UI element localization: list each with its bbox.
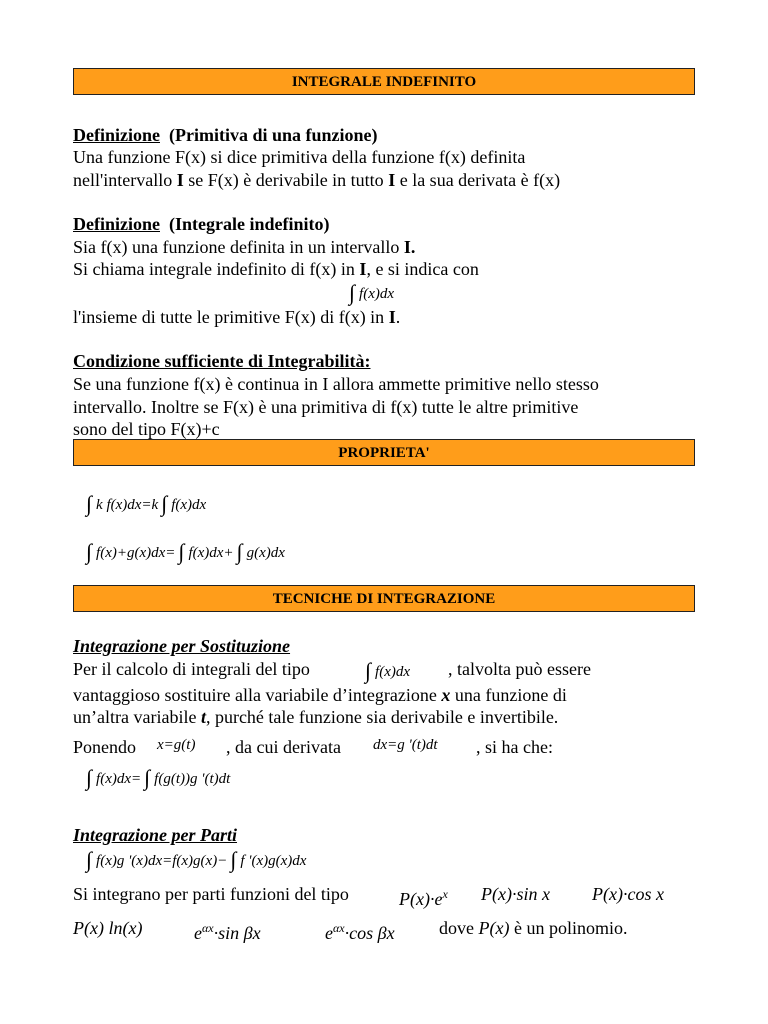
def2-line3a: l'insieme di tutte le primitive F(x) di f(x) in bbox=[73, 307, 389, 327]
prop-f1a: k f(x)dx=k bbox=[96, 497, 159, 513]
def2-line3c: . bbox=[395, 307, 401, 327]
sost-xeq: x=g(t) bbox=[157, 737, 196, 753]
sost-line3 bbox=[73, 706, 558, 728]
def2-line1a: Sia f(x) una funzione definita in un intervallo bbox=[73, 237, 404, 257]
banner-integrale-indefinito: INTEGRALE INDEFINITO bbox=[73, 68, 695, 95]
parti-formula bbox=[86, 845, 306, 871]
def1-line2e: e la sua derivata è f(x) bbox=[395, 170, 561, 190]
sost-cuideriva: , da cui derivata bbox=[226, 737, 341, 757]
parti-e6a: e bbox=[325, 923, 333, 943]
sost-line2x: x bbox=[441, 685, 451, 705]
sost-formula bbox=[86, 763, 230, 789]
sost-line1a: Per il calcolo di integrali del tipo bbox=[73, 659, 310, 679]
prop-formula-2 bbox=[86, 537, 285, 563]
parti-dove bbox=[439, 917, 627, 939]
def1-line2a: nell'intervallo bbox=[73, 170, 177, 190]
cond-title bbox=[73, 350, 371, 372]
integral-icon: ∫ bbox=[86, 539, 93, 564]
parti-e5 bbox=[194, 917, 261, 944]
sost-dxeq: dx=g '(t)dt bbox=[373, 737, 438, 753]
parti-e5a: e bbox=[194, 923, 202, 943]
sost-line1f: f(x)dx bbox=[375, 664, 411, 680]
prop-f2a: f(x)+g(x)dx= bbox=[96, 545, 176, 561]
def2-line2c: , e si indica con bbox=[366, 259, 479, 279]
cond-line3: sono del tipo F(x)+c bbox=[73, 419, 220, 439]
prop-f1b: f(x)dx bbox=[171, 497, 207, 513]
def1-title: Definizione bbox=[73, 125, 160, 145]
def1-line2c: se F(x) è derivabile in tutto bbox=[183, 170, 389, 190]
sost-f1a: f(x)dx= bbox=[96, 771, 142, 787]
parti-e5s: αx bbox=[202, 921, 214, 935]
parti-e3: P(x)·cos x bbox=[592, 884, 664, 904]
prop-formula-1 bbox=[86, 489, 206, 515]
parti-fb: f '(x)g(x)dx bbox=[240, 853, 307, 869]
banner-tecniche: TECNICHE DI INTEGRAZIONE bbox=[73, 585, 695, 612]
def2-title: Definizione bbox=[73, 214, 160, 234]
parti-line1: Si integrano per parti funzioni del tipo bbox=[73, 884, 349, 904]
parti-e6s: αx bbox=[333, 921, 345, 935]
banner-proprieta: PROPRIETA' bbox=[73, 439, 695, 466]
sost-line2b: una funzione di bbox=[450, 685, 567, 705]
sost-line3b: , purché tale funzione sia derivabile e invertibile. bbox=[205, 707, 559, 727]
sost-f1b: f(g(t))g '(t)dt bbox=[154, 771, 231, 787]
sost-ponendo: Ponendo bbox=[73, 737, 136, 757]
def2-line3b: I bbox=[388, 307, 396, 327]
parti-fa: f(x)g '(x)dx=f(x)g(x)− bbox=[96, 853, 228, 869]
integral-icon: ∫ bbox=[365, 658, 372, 683]
sost-line1-formula bbox=[365, 656, 410, 682]
def2-line1b: I. bbox=[403, 237, 416, 257]
def1-heading bbox=[73, 124, 378, 146]
def1-line2b: I bbox=[176, 170, 184, 190]
parti-e1-text: P(x)·e bbox=[399, 889, 443, 909]
def2-line3 bbox=[73, 306, 400, 328]
def2-line2a: Si chiama integrale indefinito di f(x) in bbox=[73, 259, 360, 279]
def2-line2b: I bbox=[359, 259, 367, 279]
integral-icon: ∫ bbox=[144, 765, 151, 790]
parti-e1 bbox=[399, 883, 448, 910]
def2-line2 bbox=[73, 258, 479, 280]
integral-icon: ∫ bbox=[178, 539, 185, 564]
cond-line1: Se una funzione f(x) è continua in I allora ammette primitive nello stesso bbox=[73, 374, 599, 394]
prop-f2c: g(x)dx bbox=[246, 545, 285, 561]
integral-icon: ∫ bbox=[230, 847, 237, 872]
def1-subtitle: (Primitiva di una funzione) bbox=[169, 125, 378, 145]
integral-icon: ∫ bbox=[86, 491, 93, 516]
def1-line1: Una funzione F(x) si dice primitiva della funzione f(x) definita bbox=[73, 147, 526, 167]
parti-dove-a: dove bbox=[439, 918, 479, 938]
parti-e6 bbox=[325, 917, 395, 944]
integral-icon: ∫ bbox=[349, 280, 356, 305]
parti-e4: P(x) ln(x) bbox=[73, 918, 143, 938]
integral-icon: ∫ bbox=[86, 765, 93, 790]
def1-line2 bbox=[73, 169, 560, 191]
prop-f2b: f(x)dx+ bbox=[188, 545, 234, 561]
def2-subtitle: (Integrale indefinito) bbox=[169, 214, 330, 234]
integral-icon: ∫ bbox=[236, 539, 243, 564]
sost-line2a: vantaggioso sostituire alla variabile d’integrazione bbox=[73, 685, 442, 705]
parti-dove2: è un polinomio. bbox=[509, 918, 628, 938]
parti-e2: P(x)·sin x bbox=[481, 884, 550, 904]
cond-title-text: Condizione sufficiente di Integrabilità: bbox=[73, 351, 371, 371]
integral-icon: ∫ bbox=[161, 491, 168, 516]
cond-line2: intervallo. Inoltre se F(x) è una primitiva di f(x) tutte le altre primitive bbox=[73, 397, 579, 417]
sost-line2 bbox=[73, 684, 567, 706]
integral-icon: ∫ bbox=[86, 847, 93, 872]
parti-e5b: ·sin βx bbox=[213, 923, 261, 943]
def1-line2d: I bbox=[388, 170, 396, 190]
parti-e6b: ·cos βx bbox=[344, 923, 395, 943]
parti-dovep: P(x) bbox=[478, 918, 510, 938]
sost-line3a: un’altra variabile bbox=[73, 707, 201, 727]
def2-formula bbox=[349, 278, 394, 304]
sost-siha: , si ha che: bbox=[476, 737, 553, 757]
sost-line1b: , talvolta può essere bbox=[448, 659, 591, 679]
sost-line3t: t bbox=[200, 707, 206, 727]
parti-e1-sup: x bbox=[442, 887, 448, 901]
sostituzione-title: Integrazione per Sostituzione bbox=[73, 636, 291, 656]
def2-line1 bbox=[73, 236, 415, 258]
def2-formula-text: f(x)dx bbox=[359, 286, 395, 302]
parti-title: Integrazione per Parti bbox=[73, 825, 238, 845]
def2-heading bbox=[73, 213, 329, 235]
